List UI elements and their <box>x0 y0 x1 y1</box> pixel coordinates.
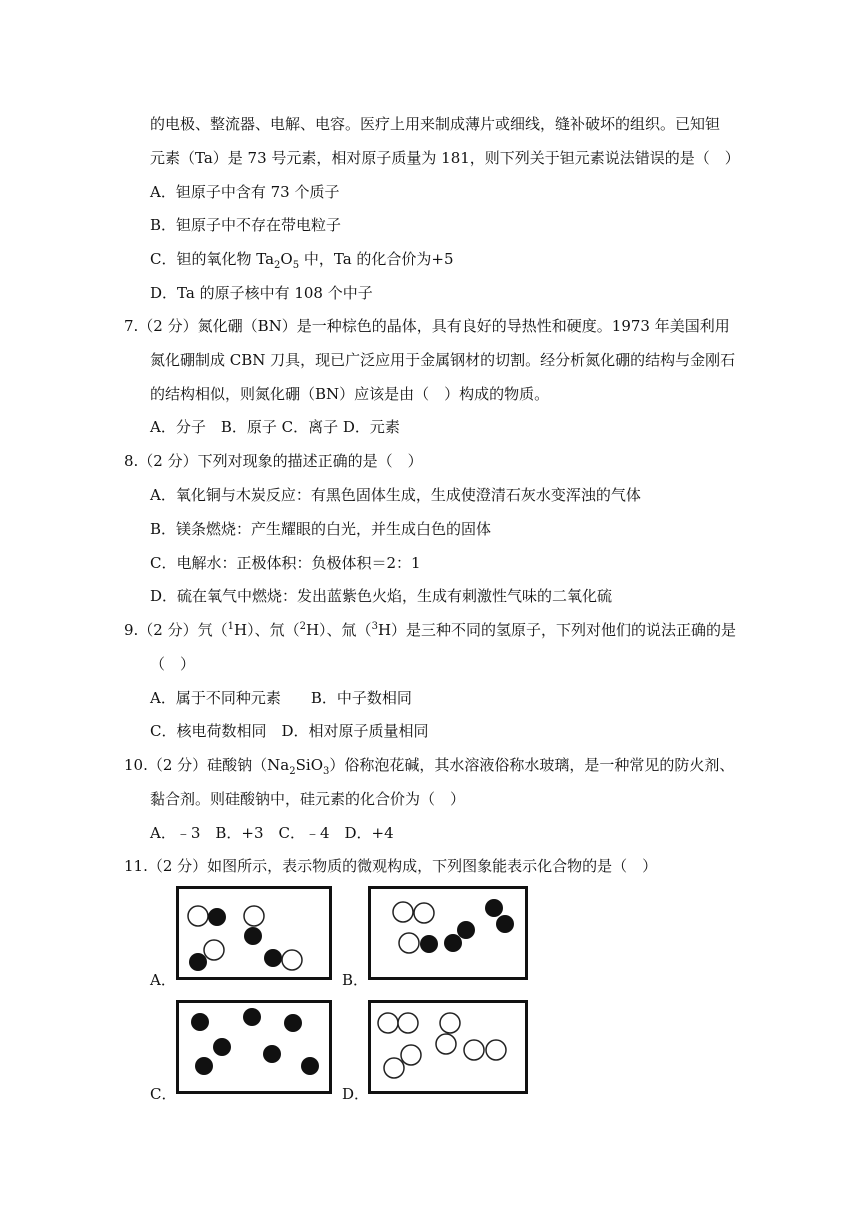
q6-option-d: D．Ta 的原子核中有 108 个中子 <box>150 284 373 302</box>
q6-stem-line-1: 的电极、整流器、电解、电容。医疗上用来制成薄片或细线，缝补破坏的组织。已知钽 <box>150 115 721 133</box>
q7-stem-line-3: 的结构相似，则氮化硼（BN）应该是由（ ）构成的物质。 <box>150 385 550 403</box>
q11-label-a: A． <box>150 971 176 989</box>
q10-stem-line-2: 黏合剂。则硅酸钠中，硅元素的化合价为（ ） <box>150 790 466 808</box>
q10-options: A．﹣3 B．+3 C．﹣4 D．+4 <box>150 824 394 842</box>
q7-stem-line-1: 7.（2 分）氮化硼（BN）是一种棕色的晶体，具有良好的导热性和硬度。1973 年美国利用 <box>124 317 730 335</box>
q8-option-b: B．镁条燃烧：产生耀眼的白光，并生成白色的固体 <box>150 520 492 538</box>
q6-option-c: C．钽的氧化物 $Ta_2O_5$ 中，Ta 的化合价为+5 <box>150 250 454 271</box>
q9-stem-line-1: 9.（2 分）氕（$^1$H）、氘（$^2$H）、氚（$^3$H）是三种不同的氢原子，下列对他们的说法正确的是 <box>124 621 737 639</box>
q9-options-row-1: A．属于不同种元素 B．中子数相同 <box>150 689 412 707</box>
q11-diagram-d <box>368 1000 528 1094</box>
q7-stem-line-2: 氮化硼制成 CBN 刀具，现已广泛应用于金属钢材的切割。经分析氮化硼的结构与金刚石 <box>150 351 736 369</box>
q11-label-b: B． <box>342 971 369 989</box>
q8-option-d: D．硫在氧气中燃烧：发出蓝紫色火焰，生成有刺激性气味的二氧化硫 <box>150 587 613 605</box>
q7-options: A．分子 B．原子 C．离子 D．元素 <box>150 418 400 436</box>
q10-stem-line-1: 10.（2 分）硅酸钠$(Na_2SiO_3)$俗称泡花碱，其水溶液俗称水玻璃，是一种常见的防火剂、 <box>124 756 735 777</box>
q9-stem-line-2: （ ） <box>150 655 196 673</box>
q6-option-b: B．钽原子中不存在带电粒子 <box>150 216 342 234</box>
q6-stem-line-2: 元素（Ta）是 73 号元素，相对原子质量为 181，则下列关于钽元素说法错误的是（ ） <box>150 149 740 167</box>
q9-options-row-2: C．核电荷数相同 D．相对原子质量相同 <box>150 722 429 740</box>
q11-diagram-a <box>176 886 332 980</box>
q6-option-a: A．钽原子中含有 73 个质子 <box>150 183 340 201</box>
q11-label-c: C． <box>150 1085 177 1103</box>
q8-stem: 8.（2 分）下列对现象的描述正确的是（ ） <box>124 452 423 470</box>
q11-stem: 11.（2 分）如图所示，表示物质的微观构成，下列图象能表示化合物的是（ ） <box>124 857 658 875</box>
q8-option-a: A．氧化铜与木炭反应：有黑色固体生成，生成使澄清石灰水变浑浊的气体 <box>150 486 641 504</box>
q8-option-c: C．电解水：正极体积：负极体积＝2：1 <box>150 554 421 572</box>
q11-diagram-b <box>368 886 528 980</box>
q11-label-d: D． <box>342 1085 370 1103</box>
q11-diagram-c <box>176 1000 332 1094</box>
